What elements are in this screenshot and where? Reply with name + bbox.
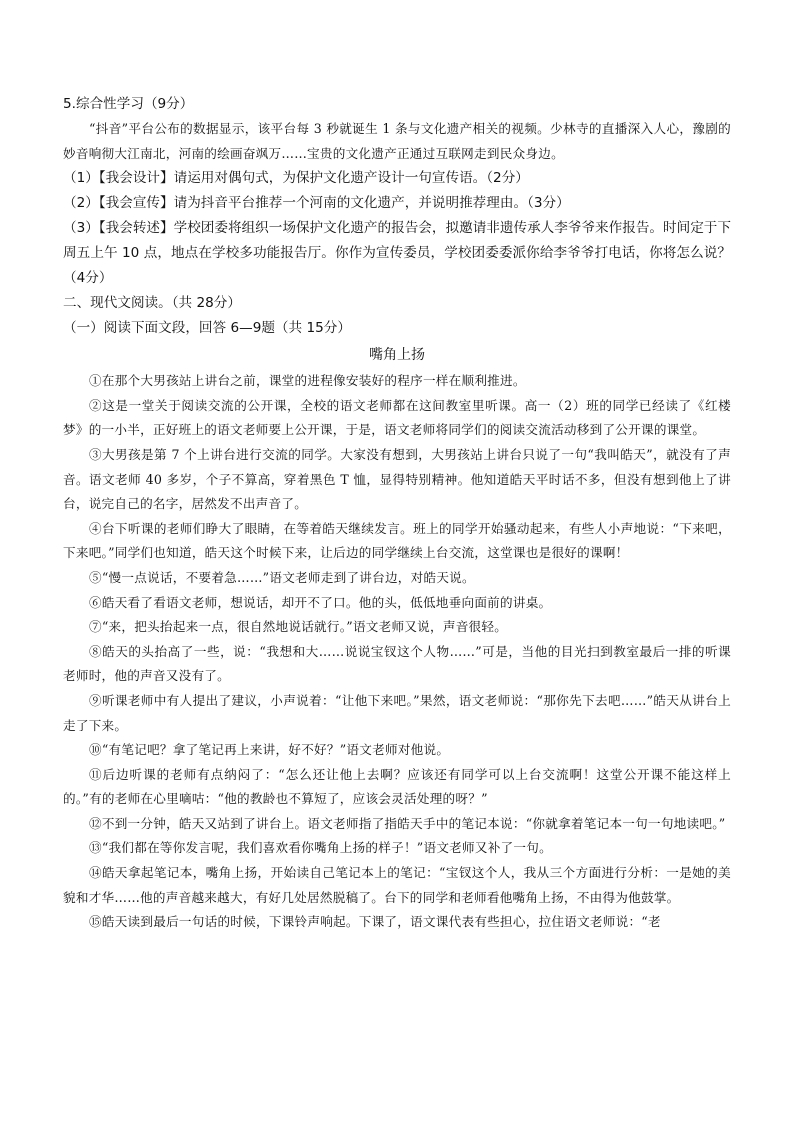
article-paragraph: ⑧皓天的头抬高了一些，说：“我想和大……说说宝钗这个人物……”可是，当他的目光扫到教室最后一排的听课老师时，他的声音又没有了。 <box>63 643 731 684</box>
article-paragraph: ⑥皓天看了看语文老师，想说话，却开不了口。他的头，低低地垂向面前的讲桌。 <box>89 594 552 610</box>
section5-intro: “抖音”平台公布的数据显示，该平台每 3 秒就诞生 1 条与文化遗产相关的视频。少林寺的直播深入人心，豫剧的妙音响彻大江南北，河南的绘画奋飒万……宝贵的文化遗产正通过互联网走到民众身边。 <box>63 121 731 161</box>
section2-heading: 二、现代文阅读。（共 28分） <box>63 295 241 312</box>
article-paragraph: ③大男孩是第 7 个上讲台进行交流的同学。大家没有想到，大男孩站上讲台只说了一句“我叫皓天”，就没有了声音。语文老师 40 多岁，个子不算高，穿着黑色 T 恤，显得特别精神。他知道皓天平时话不多，但没有想到他上了讲台，说完自己的名字，居然发不出声音了。 <box>63 446 731 512</box>
article-paragraph: ⑮皓天读到最后一句话的时候，下课铃声响起。下课了，语文课代表有些担心，拉住语文老师说：“老 <box>89 914 661 930</box>
article-paragraph: ⑪后边听课的老师有点纳闷了：“怎么还让他上去啊？应该还有同学可以上台交流啊！这堂公开课不能这样上的。”有的老师在心里嘀咕：“他的教龄也不算短了，应该会灵活处理的呀？” <box>63 766 731 807</box>
article-paragraph: ①在那个大男孩站上讲台之前，课堂的进程像安装好的程序一样在顺利推进。 <box>89 373 526 389</box>
article-paragraph: ⑩“有笔记吧？拿了笔记再上来讲，好不好？”语文老师对他说。 <box>89 742 450 758</box>
question-3: （3）【我会转述】学校团委将组织一场保护文化遗产的报告会，拟邀请非遗传承人李爷爷来作报告。时间定于下周五上午 10 点，地点在学校多功能报告厅。你作为宣传委员，学校团委委派你给李爷爷打电话，你将怎么说？（4分） <box>63 220 731 287</box>
section5-heading: 5.综合性学习（9分） <box>63 96 194 112</box>
article-paragraph: ⑬“我们都在等你发言呢，我们喜欢看你嘴角上扬的样子！”语文老师又补了一句。 <box>89 840 552 856</box>
article-paragraph: ⑦“来，把头抬起来一点，很自然地说话就行。”语文老师又说，声音很轻。 <box>89 619 508 635</box>
article-paragraph: ⑨听课老师中有人提出了建议，小声说着：“让他下来吧。”果然，语文老师说：“那你先下去吧……”皓天从讲台上走了下来。 <box>63 692 731 733</box>
page-content <box>63 92 731 935</box>
article-paragraph: ⑭皓天拿起笔记本，嘴角上扬，开始读自己笔记本上的笔记：“宝钗这个人，我从三个方面进行分析：一是她的美貌和才华……他的声音越来越大，有好几处居然脱稿了。台下的同学和老师看他嘴角上扬，不由得为他鼓掌。 <box>63 865 731 905</box>
article-paragraph: ⑫不到一分钟，皓天又站到了讲台上。语文老师指了指皓天手中的笔记本说：“你就拿着笔记本一句一句地读吧。” <box>89 815 726 831</box>
article-title: 嘴角上扬 <box>369 347 425 364</box>
section2-subheading: （一）阅读下面文段，回答 6—9题（共 15分） <box>63 320 351 337</box>
question-2: （2）【我会宣传】请为抖音平台推荐一个河南的文化遗产，并说明推荐理由。（3分） <box>63 195 570 212</box>
question-1: （1）【我会设计】请运用对偶句式，为保护文化遗产设计一句宣传语。（2分） <box>63 170 529 187</box>
article-paragraph: ④台下听课的老师们睁大了眼睛，在等着皓天继续发言。班上的同学开始骚动起来，有些人小声地说：“下来吧，下来吧。”同学们也知道，皓天这个时候下来，让后边的同学继续上台交流，这堂课也是很好的课啊！ <box>63 520 731 561</box>
article-paragraph: ⑤“慢一点说话，不要着急……”语文老师走到了讲台边，对皓天说。 <box>89 569 475 585</box>
article-paragraph: ②这是一堂关于阅读交流的公开课，全校的语文老师都在这间教室里听课。高一（2）班的同学已经读了《红楼梦》的一小半，正好班上的语文老师要上公开课，于是，语文老师将同学们的阅读交流活动移到了公开课的课堂。 <box>63 397 731 438</box>
